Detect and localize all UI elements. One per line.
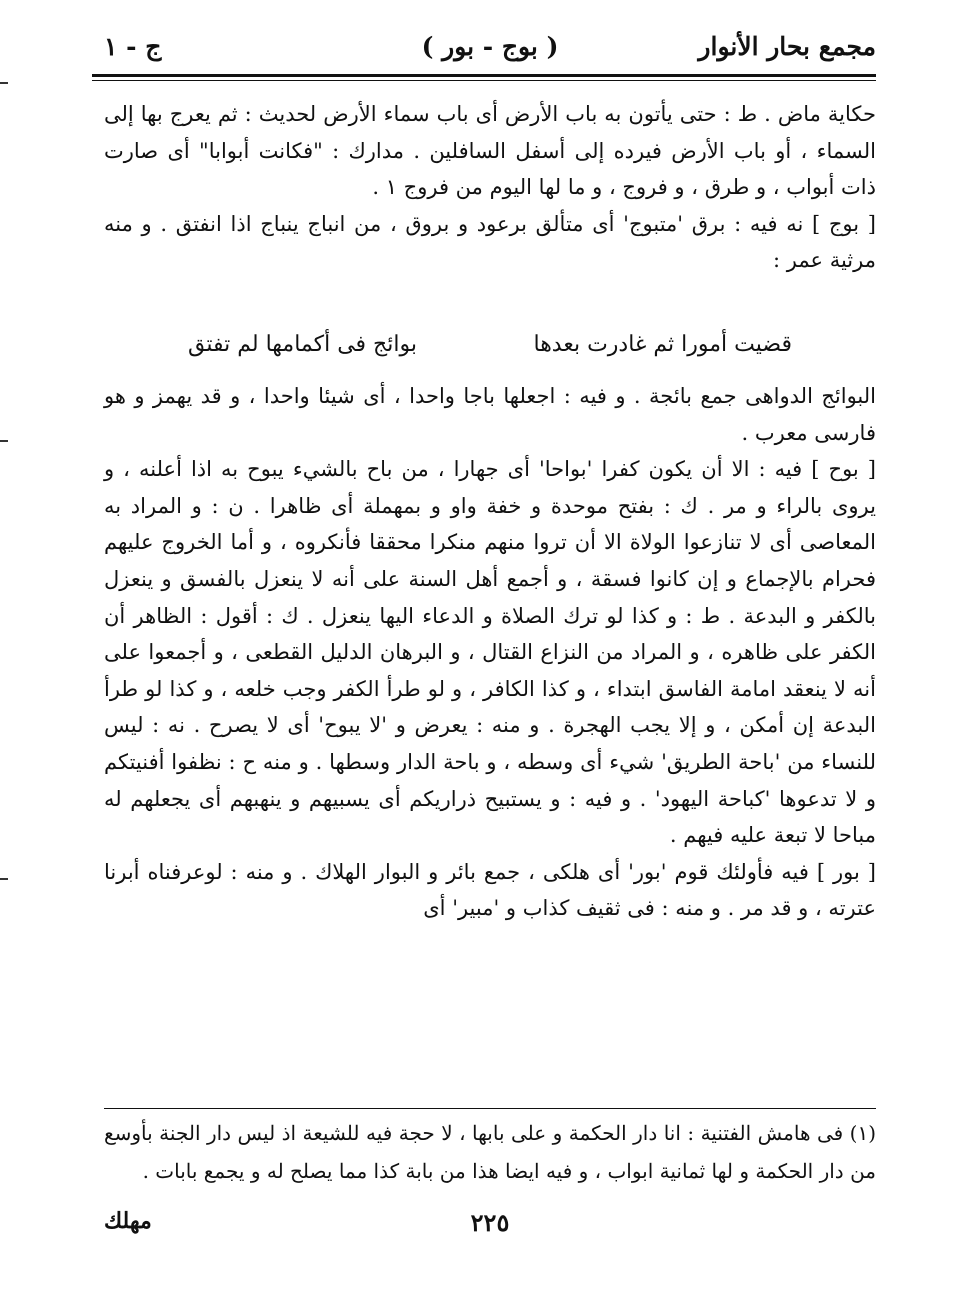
footnote-rule [104,1108,876,1109]
entry-range: ( بوج - بور ) [421,32,559,61]
catchword: مهلك [104,1208,152,1234]
verse-hemistich-1: قضيت أمورا ثم غادرت بعدها [533,332,792,357]
footnote-text: (١) فى هامش الفتنية : انا دار الحكمة و على بابها ، لا حجة فيه للشيعة اذ ليس دار الجنة بأوسع من دار الحكمة و لها ثمانية ابواب ، و فيه ايضا هذا من بابة كذا مما يصلح له و يجمع بابات . [104,1121,876,1183]
header-rule-thin [92,80,876,81]
header-rule [92,74,876,77]
main-text-top [104,96,876,279]
paragraph-bawaij: البوائج الدواهى جمع بائجة . و فيه : اجعلها باجا واحدا ، أى شيئا واحدا ، و قد يهمز و هو فارسى معرب . [104,384,876,445]
verse-hemistich-2: بوائج فى أكمامها لم تفتق [188,332,417,357]
volume-number: ج - ١ [104,32,162,61]
book-title: مجمع بحار الأنوار [698,32,876,61]
footnote [104,1114,876,1190]
entry-bawr: [ بور ] فيه فأولئك قوم 'بور' أى هلكى ، جمع بائر و البوار الهلاك . و منه : لوعرفناه أبرنا عترته ، و قد مر . و منه : فى ثقيف كذاب و 'مبير' أى [104,859,876,921]
page-number: ٢٢٥ [470,1208,510,1237]
main-text-bottom [104,378,876,927]
paragraph-continuation: حكاية ماض . ط : حتى يأتون به باب الأرض أى باب سماء الأرض لحديث : ثم يعرج بها إلى السماء ، أو باب الأرض فيرده إلى أسفل السافلين . مدارك : "فكانت أبوابا" أى صارت ذات أبواب ، و طرق ، و فروج ، و ما لها اليوم من فروج ١ . [104,102,876,200]
running-header [104,28,876,68]
poem-verse [104,328,876,364]
entry-bawh: [ بوح ] فيه : الا أن يكون كفرا 'بواحا' أى جهارا ، من باح بالشيء يبوح به اذا أعلنه ، و يروى بالراء و مر . ك : بفتح موحدة و خفة واو و بمهملة أى ظاهرا . ن : و المراد به المعاصى أى لا تنازعوا الولاة الا أن تروا منهم منكرا محققا فأنكروه ، و أما الخروج عليهم فحرام بالإجماع و إن كانوا فسقة ، و أجمع أهل السنة على أنه لا ينعزل بالفسق و ينعزل بالكفر و البدعة . ط : و كذا لو ترك الصلاة و الدعاء اليها ينعزل . ك : أقول : الظاهر أن الكفر على ظاهره ، و المراد من النزاع القتال ، و البرهان الدليل القطعى ، و أجمعوا على أنه لا ينعقد امامة الفاسق ابتداء ، و كذا الكافر ، و لو طرأ الكفر وجب خلعه ، و كذا لو طرأ البدعة إن أمكن ، و إلا يجب الهجرة . و منه : يعرض و 'لا يبوح' أى لا يصرح . نه : ليس للنساء من 'باحة الطريق' شيء أى وسطه ، و باحة الدار وسطها . و منه ح : نظفوا أفنيتكم و لا تدعوها 'كباحة اليهود' . و فيه : و يستبيح ذراريكم أى يسبيهم و ينهبهم أى يجعلهم له مباحا لا تبعة عليه فيهم . [104,457,876,848]
entry-bawj: [ بوج ] نه فيه : برق 'متبوج' أى متألق برعود و بروق ، من انباج ينباج اذا انفتق . و منه مرثية عمر : [104,211,876,273]
margin-mark [0,440,8,442]
margin-mark [0,82,8,84]
margin-mark [0,878,8,880]
